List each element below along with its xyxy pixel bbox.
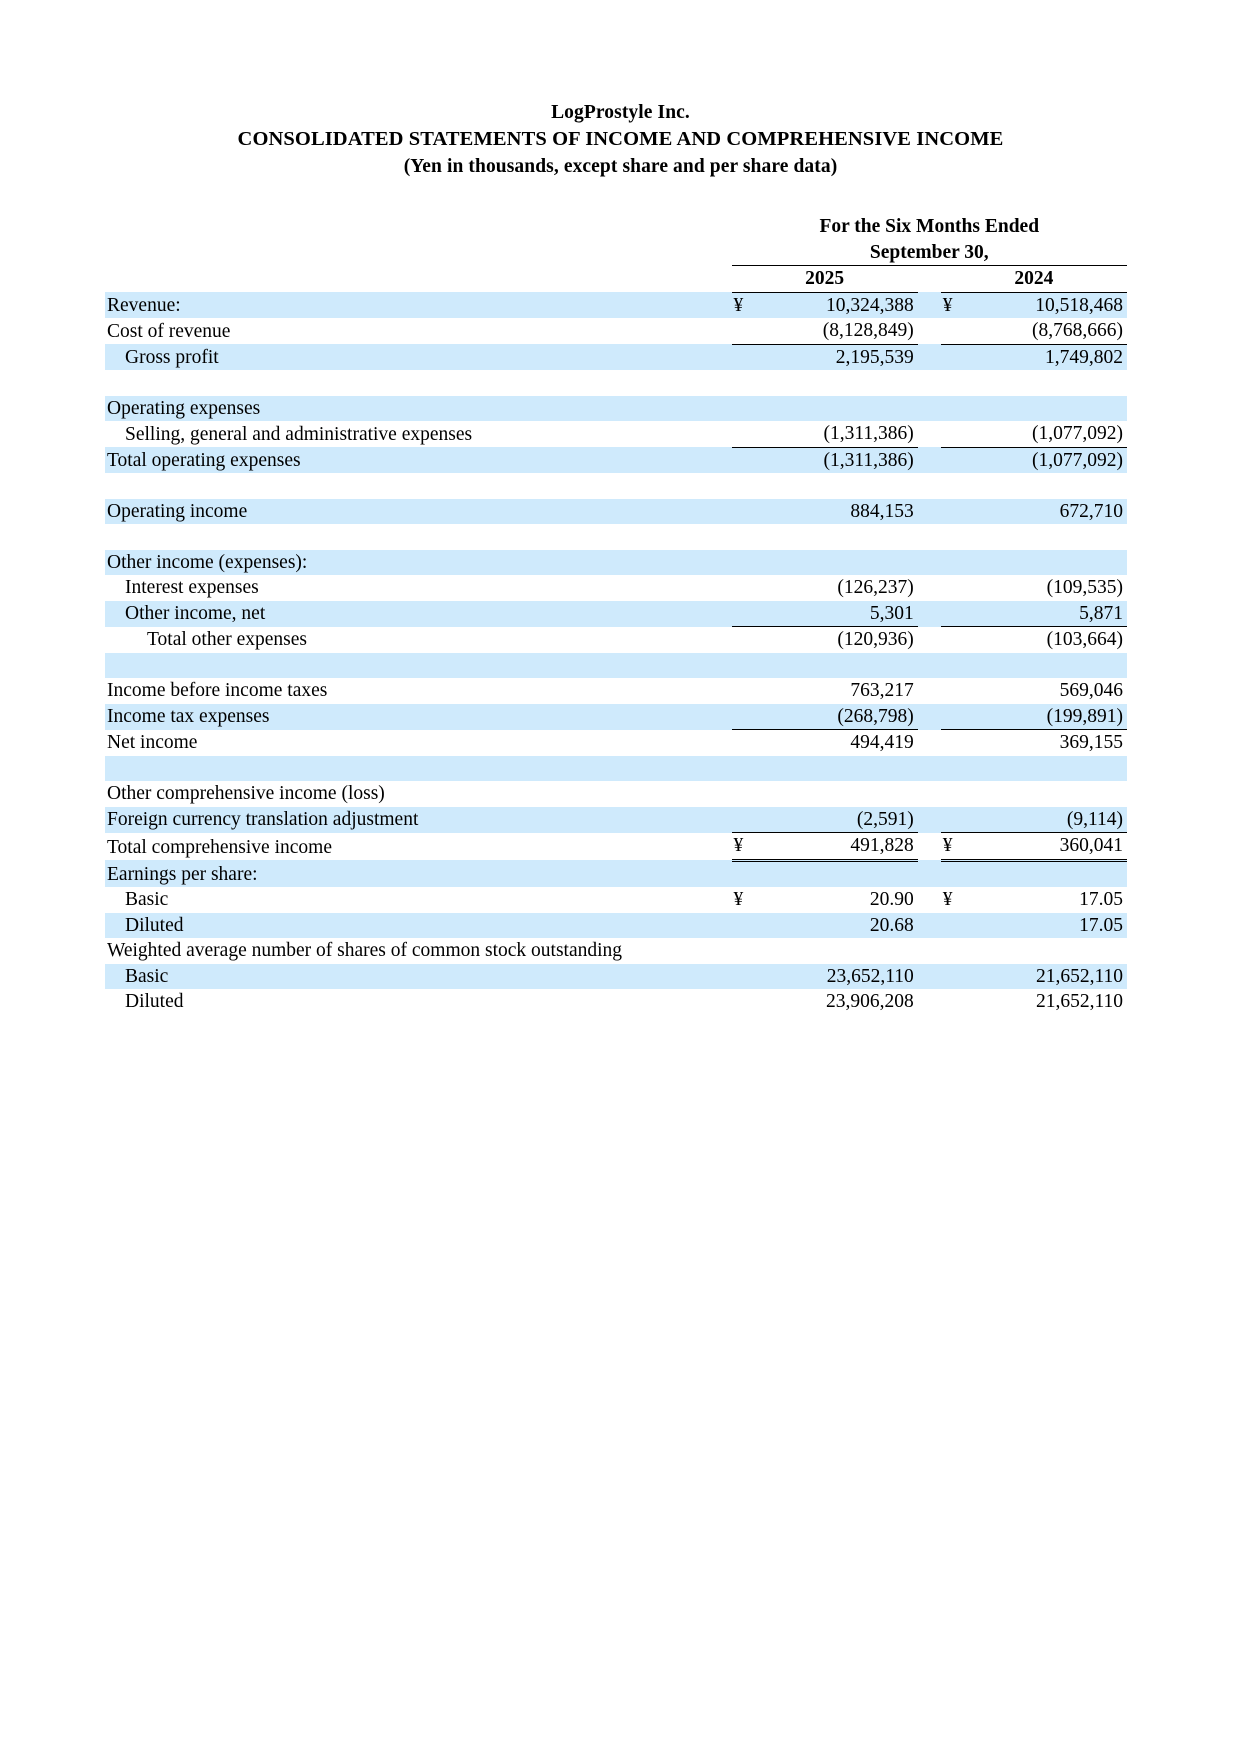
column-gap [709,756,732,782]
row-label: Total other expenses [147,629,307,651]
column-gap [918,964,941,990]
column-gap [709,473,732,499]
column-gap [918,396,941,422]
column-gap [709,370,732,396]
row-label: Foreign currency translation adjustment [105,807,709,833]
column-gap [918,807,941,833]
value-2024: (8,768,666) [966,318,1127,344]
value-2024 [966,396,1127,422]
currency-symbol-2025 [732,704,757,730]
table-row [105,781,1127,807]
value-2025 [756,396,917,422]
table-row [105,678,1127,704]
column-gap [709,730,732,756]
currency-symbol-2025 [732,781,757,807]
row-label: Diluted [105,913,709,939]
currency-symbol-2025 [732,938,757,964]
table-row [105,421,1127,447]
value-2025: 20.68 [756,913,917,939]
row-label: Other income (expenses): [105,550,709,576]
table-row [105,807,1127,833]
value-2024: 360,041 [966,833,1127,861]
table-row [105,627,1127,653]
currency-symbol-2024 [941,756,966,782]
row-label: Interest expenses [125,577,259,599]
value-2025: 2,195,539 [756,344,917,370]
value-2025: 5,301 [756,601,917,627]
column-gap [918,653,941,679]
table-row [105,550,1127,576]
value-2025: 491,828 [756,833,917,861]
column-gap [709,318,732,344]
row-label: Operating income [105,499,709,525]
value-2025: 23,906,208 [826,991,914,1013]
value-2025 [756,938,917,964]
column-gap [918,370,941,396]
table-row [105,370,1127,396]
value-2025: (2,591) [756,807,917,833]
row-label: Operating expenses [105,396,709,422]
row-label: Other comprehensive income (loss) [107,783,385,805]
currency-symbol-2025 [732,421,757,447]
currency-symbol-2024 [941,989,966,1015]
value-2024 [966,781,1127,807]
value-2024: (199,891) [966,704,1127,730]
currency-symbol-2024 [941,447,966,473]
row-label [105,370,709,396]
currency-symbol-2025: ¥ [732,292,757,318]
column-year-2024: 2024 [941,266,1127,293]
currency-symbol-2024 [941,473,966,499]
currency-symbol-2025 [732,627,757,653]
column-gap [918,550,941,576]
column-gap [918,938,941,964]
column-gap [918,627,941,653]
column-gap [918,833,941,861]
table-row [105,730,1127,756]
currency-symbol-2025 [732,447,757,473]
column-gap [918,887,941,913]
currency-symbol-2025 [732,756,757,782]
value-2025: (120,936) [837,629,914,651]
currency-symbol-2025 [732,913,757,939]
column-gap [709,421,732,447]
row-label [105,473,709,499]
row-label: Income before income taxes [107,680,328,702]
table-row [105,989,1127,1015]
currency-symbol-2024 [941,678,966,704]
value-2025 [756,524,917,550]
column-gap [918,860,941,887]
currency-symbol-2025 [732,678,757,704]
table-row [105,344,1127,370]
value-2025: 23,652,110 [756,964,917,990]
currency-symbol-2024 [941,524,966,550]
column-gap [918,781,941,807]
column-gap [709,550,732,576]
period-header-line1: For the Six Months Ended [819,216,1040,238]
column-gap [918,575,941,601]
row-label: Selling, general and administrative expenses [125,423,473,445]
currency-symbol-2024 [941,730,966,756]
column-gap [918,318,941,344]
row-label: Cost of revenue [107,320,231,342]
value-2024: 672,710 [966,499,1127,525]
column-gap [918,292,941,318]
row-label: Earnings per share: [105,860,709,887]
column-gap [918,473,941,499]
table-row [105,887,1127,913]
column-gap [918,447,941,473]
value-2024 [966,524,1127,550]
row-label: Diluted [125,991,184,1013]
value-2024: (109,535) [1046,577,1123,599]
column-gap [709,833,732,861]
value-2024: (9,114) [966,807,1127,833]
column-gap [709,989,732,1015]
column-gap [918,730,941,756]
value-2024: (1,077,092) [966,447,1127,473]
currency-symbol-2025 [732,653,757,679]
table-row [105,396,1127,422]
row-label: Total comprehensive income [107,836,332,858]
column-gap [918,601,941,627]
table-row [105,292,1127,318]
row-label [105,653,709,679]
currency-symbol-2025 [732,730,757,756]
value-2025: (126,237) [837,577,914,599]
column-gap [709,524,732,550]
currency-symbol-2024 [941,913,966,939]
value-2024: 21,652,110 [966,964,1127,990]
currency-symbol-2025 [732,499,757,525]
row-label: Revenue: [105,292,709,318]
value-2024: 10,518,468 [966,292,1127,318]
statement-title: CONSOLIDATED STATEMENTS OF INCOME AND COMPREHENSIVE INCOME [237,128,1004,151]
currency-symbol-2024 [941,860,966,887]
value-2025: (268,798) [756,704,917,730]
currency-symbol-2024: ¥ [941,833,966,861]
row-label: Income tax expenses [105,704,709,730]
column-gap [709,807,732,833]
row-label [105,524,709,550]
units-note: (Yen in thousands, except share and per share data) [403,155,838,177]
currency-symbol-2024 [941,421,966,447]
period-header-line2: September 30, [732,240,1127,266]
value-2025: 884,153 [756,499,917,525]
currency-symbol-2024 [941,704,966,730]
column-gap [918,913,941,939]
currency-symbol-2024 [941,318,966,344]
column-gap [709,499,732,525]
table-row [105,575,1127,601]
table-row [105,860,1127,887]
table-row [105,756,1127,782]
currency-symbol-2025 [732,807,757,833]
value-2025: 763,217 [850,680,914,702]
row-label: Other income, net [105,601,709,627]
currency-symbol-2024 [941,964,966,990]
row-label: Total operating expenses [105,447,709,473]
value-2024 [966,550,1127,576]
table-row [105,913,1127,939]
column-gap [709,447,732,473]
value-2024: 21,652,110 [1035,991,1123,1013]
currency-symbol-2025 [732,370,757,396]
period-header-row-2 [105,240,1127,266]
value-2025: (1,311,386) [756,447,917,473]
value-2024 [966,370,1127,396]
column-gap [918,421,941,447]
value-2024: (103,664) [1046,629,1123,651]
currency-symbol-2025 [732,318,757,344]
table-row [105,704,1127,730]
column-gap [709,887,732,913]
column-gap [709,704,732,730]
value-2024 [966,860,1127,887]
value-2025: 10,324,388 [756,292,917,318]
value-2024 [966,756,1127,782]
column-gap [709,575,732,601]
currency-symbol-2025 [732,601,757,627]
value-2025 [756,370,917,396]
value-2024 [966,473,1127,499]
value-2025 [756,473,917,499]
income-statement-table [105,214,1127,1015]
value-2025 [756,860,917,887]
table-row [105,833,1127,861]
value-2025 [756,550,917,576]
table-row [105,601,1127,627]
currency-symbol-2025 [732,860,757,887]
column-gap [918,524,941,550]
year-header-row [105,266,1127,293]
value-2024 [966,938,1127,964]
column-gap [709,938,732,964]
column-gap [709,292,732,318]
currency-symbol-2024 [941,627,966,653]
column-gap [918,678,941,704]
value-2024: 1,749,802 [966,344,1127,370]
value-2025: 20.90 [869,889,914,911]
currency-symbol-2024 [941,575,966,601]
column-gap [709,964,732,990]
value-2024: 369,155 [1059,732,1123,754]
value-2025: (8,128,849) [756,318,917,344]
column-gap [709,653,732,679]
column-gap [918,756,941,782]
currency-symbol-2025 [732,964,757,990]
column-gap [918,989,941,1015]
value-2024: 17.05 [966,913,1127,939]
currency-symbol-2025 [732,989,757,1015]
value-2025 [756,653,917,679]
value-2025 [756,781,917,807]
column-gap [709,396,732,422]
company-name: LogProstyle Inc. [551,102,690,123]
currency-symbol-2024: ¥ [942,889,953,911]
currency-symbol-2024 [941,938,966,964]
currency-symbol-2025 [732,524,757,550]
table-row [105,938,1127,964]
column-year-2025: 2025 [732,266,918,293]
table-row [105,318,1127,344]
currency-symbol-2024 [941,807,966,833]
value-2024 [966,653,1127,679]
column-gap [918,499,941,525]
column-gap [918,344,941,370]
table-row [105,964,1127,990]
column-gap [709,781,732,807]
column-gap [709,913,732,939]
value-2024: (1,077,092) [966,421,1127,447]
currency-symbol-2025 [732,344,757,370]
table-row [105,473,1127,499]
period-header-row [105,214,1127,240]
table-row [105,499,1127,525]
currency-symbol-2024 [941,550,966,576]
column-gap [709,860,732,887]
value-2025 [756,756,917,782]
currency-symbol-2025: ¥ [733,889,744,911]
currency-symbol-2024 [941,344,966,370]
table-row [105,653,1127,679]
currency-symbol-2025 [732,550,757,576]
currency-symbol-2024: ¥ [941,292,966,318]
column-gap [709,678,732,704]
currency-symbol-2024 [941,396,966,422]
value-2024: 569,046 [1059,680,1123,702]
row-label [105,756,709,782]
row-label: Basic [105,964,709,990]
value-2025: (1,311,386) [756,421,917,447]
currency-symbol-2024 [941,370,966,396]
column-gap [918,704,941,730]
row-label: Gross profit [105,344,709,370]
currency-symbol-2025 [732,473,757,499]
column-gap [709,344,732,370]
value-2025: 494,419 [850,732,914,754]
table-row [105,524,1127,550]
value-2024: 17.05 [1079,889,1123,911]
row-label: Net income [107,732,198,754]
currency-symbol-2024 [941,499,966,525]
currency-symbol-2024 [941,601,966,627]
currency-symbol-2025: ¥ [732,833,757,861]
column-gap [709,627,732,653]
column-gap [709,601,732,627]
table-row [105,447,1127,473]
currency-symbol-2025 [732,575,757,601]
row-label: Weighted average number of shares of common stock outstanding [107,940,623,962]
document-header [105,100,1136,180]
value-2024: 5,871 [966,601,1127,627]
currency-symbol-2025 [732,396,757,422]
row-label: Basic [125,889,169,911]
currency-symbol-2024 [941,653,966,679]
currency-symbol-2024 [941,781,966,807]
